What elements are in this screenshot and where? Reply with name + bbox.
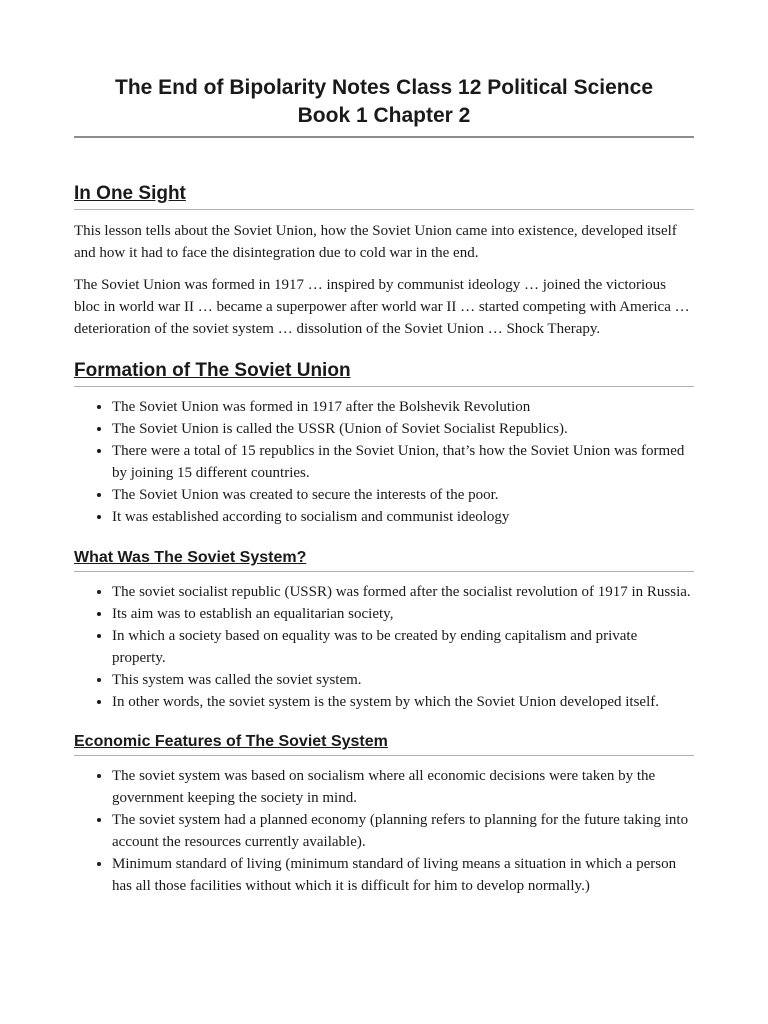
section-in-one-sight <box>74 182 694 340</box>
list-item: • There were a total of 15 republics in the Soviet Union, that’s how the Soviet Union was formed by joining 15 different countries. <box>112 440 694 484</box>
page-title <box>74 74 694 138</box>
list-item: • The Soviet Union was created to secure the interests of the poor. <box>112 484 694 506</box>
section-economic-features <box>74 731 694 897</box>
list-item: • Its aim was to establish an equalitarian society, <box>112 603 694 625</box>
list-item: • The soviet system was based on socialism where all economic decisions were taken by the government keeping the society in mind. <box>112 765 694 809</box>
list-item: • Minimum standard of living (minimum standard of living means a situation in which a person has all those facilities without which it is difficult for him to develop normally.) <box>112 853 694 897</box>
section-soviet-system <box>74 547 694 713</box>
list-item: • It was established according to socialism and communist ideology <box>112 506 694 528</box>
list-item: • In which a society based on equality was to be created by ending capitalism and private property. <box>112 625 694 669</box>
bullet-list <box>74 396 694 528</box>
list-item: • The soviet system had a planned economy (planning refers to planning for the future taking into account the resources currently available). <box>112 809 694 853</box>
title-line-2: Book 1 Chapter 2 <box>297 104 471 127</box>
section-heading-soviet-system: What Was The Soviet System? <box>74 547 694 572</box>
paragraph: The Soviet Union was formed in 1917 … inspired by communist ideology … joined the victorious bloc in world war II … became a superpower after world war II … started competing with America … deterioration of the soviet system … dissolution of the Soviet Union … Shock Therapy. <box>74 277 690 337</box>
section-heading-formation: Formation of The Soviet Union <box>74 359 694 387</box>
list-item: • The soviet socialist republic (USSR) was formed after the socialist revolution of 1917 in Russia. <box>112 581 694 603</box>
bullet-list <box>74 765 694 897</box>
section-heading-economic-features: Economic Features of The Soviet System <box>74 731 694 756</box>
list-item: • This system was called the soviet system. <box>112 669 694 691</box>
list-item: • The Soviet Union was formed in 1917 after the Bolshevik Revolution <box>112 396 694 418</box>
list-item: • In other words, the soviet system is the system by which the Soviet Union developed itself. <box>112 691 694 713</box>
title-line-1: The End of Bipolarity Notes Class 12 Political Science <box>115 76 653 99</box>
section-formation <box>74 359 694 528</box>
paragraph: This lesson tells about the Soviet Union, how the Soviet Union came into existence, developed itself and how it had to face the disintegration due to cold war in the end. <box>74 223 677 261</box>
list-item: • The Soviet Union is called the USSR (Union of Soviet Socialist Republics). <box>112 418 694 440</box>
bullet-list <box>74 581 694 713</box>
document-page <box>74 74 694 897</box>
section-heading-in-one-sight: In One Sight <box>74 182 694 210</box>
